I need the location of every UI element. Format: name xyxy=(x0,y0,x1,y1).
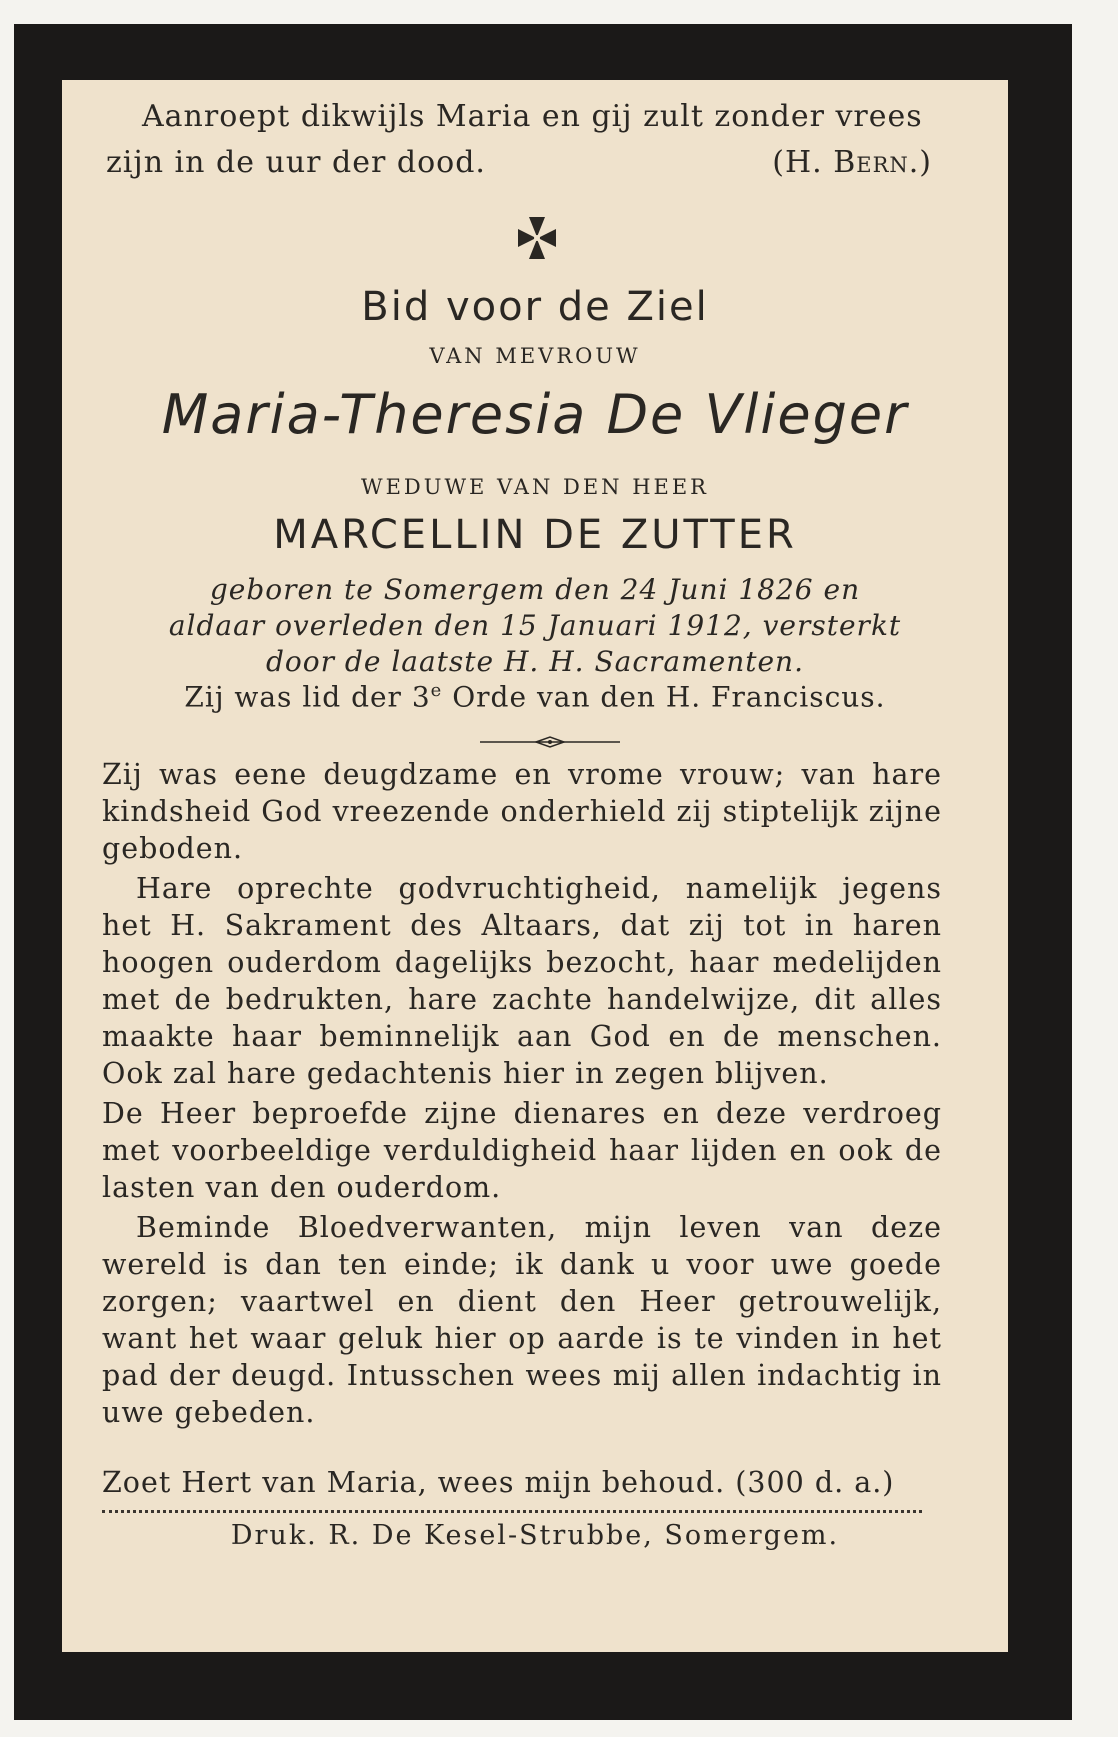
body-paragraph: De Heer beproefde zijne dienares en deze verdroeg met voorbeeldige verduldigheid haar lijden en ook de lasten van den ouderdom. xyxy=(102,1097,942,1204)
life-dates xyxy=(62,572,1008,680)
memorial-card xyxy=(14,24,1072,1720)
body-paragraph: Zij was eene deugdzame en vrome vrouw; van hare kindsheid God vreezende onderhield zij stiptelijk zijne geboden. xyxy=(102,758,942,865)
body-text xyxy=(102,756,942,1434)
title-line: VAN MEVROUW xyxy=(429,344,641,368)
ornament-divider xyxy=(470,736,630,748)
motto-attribution: (H. Bern.) xyxy=(772,145,932,180)
dates-line-2: aldaar overleden den 15 Januari 1912, versterkt xyxy=(168,609,902,642)
deceased-name: Maria-Theresia De Vlieger xyxy=(161,383,909,446)
motto xyxy=(106,94,956,186)
widow-of-line: WEDUWE VAN DEN HEER xyxy=(361,475,709,499)
body-paragraph: Beminde Bloedverwanten, mijn leven van deze wereld is dan ten einde; ik dank u voor uwe goede zorgen; vaartwel en dient den Heer getrouwelijk, want het waar geluk hier op aarde is te vinden in het pad der deugd. Intusschen wees mij allen indachtig in uwe gebeden. xyxy=(102,1211,942,1429)
husband-name: MARCELLIN DE ZUTTER xyxy=(273,512,797,558)
dotted-rule xyxy=(102,1510,922,1513)
prayer-heading: Bid voor de Ziel xyxy=(361,284,709,330)
dates-line-3: door de laatste H. H. Sacramenten. xyxy=(266,645,804,678)
printer-imprint: Druk. R. De Kesel-Strubbe, Somergem. xyxy=(230,1520,840,1551)
closing-prayer: Zoet Hert van Maria, wees mijn behoud. (300 d. a.) xyxy=(102,1466,895,1499)
card-paper xyxy=(62,80,1008,1652)
cross-pattee-icon xyxy=(517,215,557,261)
motto-line-2: zijn in de uur der dood. xyxy=(106,145,486,180)
order-membership: Zij was lid der 3e Orde van den H. Franciscus. xyxy=(184,680,886,714)
motto-line-1: Aanroept dikwijls Maria en gij zult zonder vrees xyxy=(142,99,923,134)
dates-line-1: geboren te Somergem den 24 Juni 1826 en xyxy=(209,573,861,606)
body-paragraph: Hare oprechte godvruchtigheid, namelijk jegens het H. Sakrament des Altaars, dat zij tot in haren hoogen ouderdom dagelijks bezocht, haar medelijden met de bedrukten, hare zachte handelwijze, dit alles maakte haar beminnelijk aan God en de menschen. Ook zal hare gedachtenis hier in zegen blijven. xyxy=(102,872,942,1090)
